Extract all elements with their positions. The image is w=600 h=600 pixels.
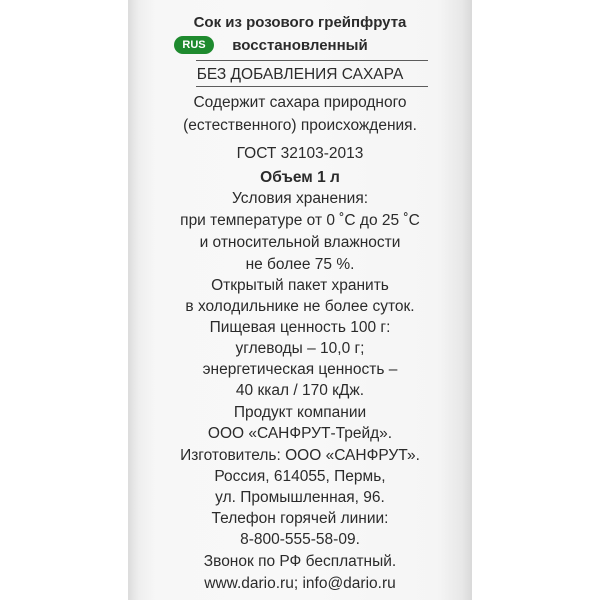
rus-origin-badge: RUS [174, 36, 214, 54]
gost-standard: ГОСТ 32103-2013 [236, 145, 364, 162]
storage-line2: и относительной влажности [199, 234, 401, 251]
volume: Объем 1 л [260, 169, 340, 186]
address-line1: Россия, 614055, Пермь, [214, 468, 386, 485]
divider-top [196, 60, 428, 61]
storage-heading: Условия хранения: [231, 190, 369, 207]
free-call-note: Звонок по РФ бесплатный. [203, 553, 397, 570]
nutrition-carbs: углеводы – 10,0 г; [235, 340, 365, 357]
hotline-number: 8-800-555-58-09. [240, 531, 360, 548]
storage-line3: не более 75 %. [245, 256, 355, 273]
product-title-line1: Сок из розового грейпфрута [193, 14, 407, 31]
opened-storage-line2: в холодильнике не более суток. [185, 298, 415, 315]
brand-company-name: ООО «САНФРУТ-Трейд». [207, 425, 393, 442]
manufacturer: Изготовитель: ООО «САНФРУТ». [180, 447, 420, 464]
no-sugar-claim: БЕЗ ДОБАВЛЕНИЯ САХАРА [196, 66, 404, 83]
product-of-company: Продукт компании [233, 404, 367, 421]
sugar-note-line1: Содержит сахара природного [193, 94, 407, 111]
hotline-label: Телефон горячей линии: [211, 510, 389, 527]
nutrition-energy-label: энергетическая ценность – [202, 361, 398, 378]
nutrition-energy-value: 40 ккал / 170 кДж. [235, 382, 365, 399]
divider-bottom [196, 86, 428, 87]
product-title-line2: восстановленный [232, 37, 368, 54]
opened-storage-line1: Открытый пакет хранить [211, 277, 389, 294]
address-line2: ул. Промышленная, 96. [215, 489, 385, 506]
sugar-note-line2: (естественного) происхождения. [183, 117, 417, 134]
nutrition-heading: Пищевая ценность 100 г: [209, 319, 391, 336]
storage-line1: при температуре от 0 ˚С до 25 ˚С [180, 212, 420, 229]
website-email: www.dario.ru; info@dario.ru [204, 575, 396, 592]
